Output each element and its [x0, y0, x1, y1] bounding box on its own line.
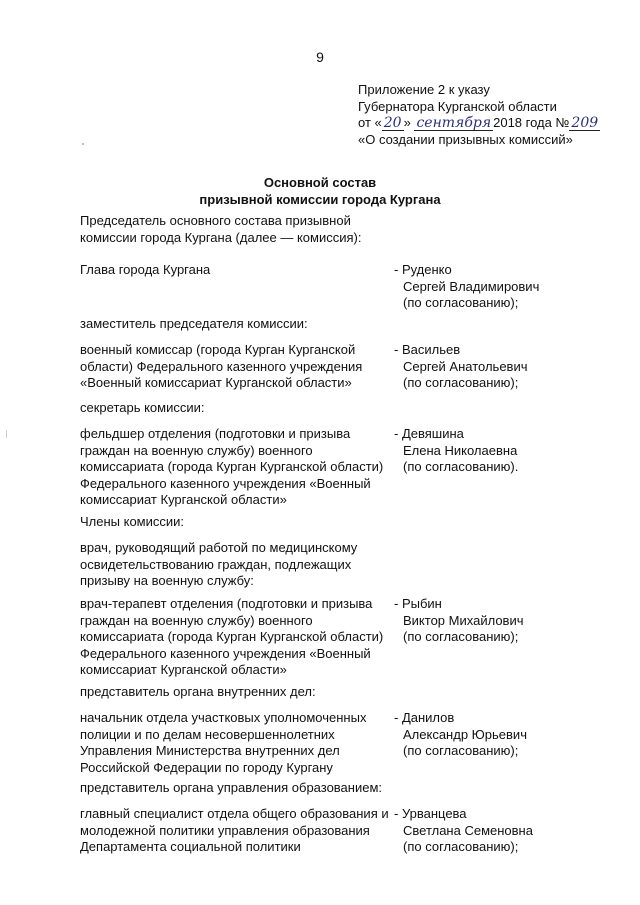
text-line: представитель органа управления образованием: [80, 780, 383, 795]
text-line: комиссариата (города Курган Курганской области) [80, 459, 384, 474]
text-line: полиции и по делам несовершеннолетних [80, 726, 335, 742]
text-line: Члены комиссии: [80, 514, 185, 529]
section-left [80, 780, 395, 797]
section-right [394, 262, 634, 312]
document-title [0, 174, 640, 208]
person-name: Александр Юрьевич [403, 726, 527, 742]
appendix-from: от « [358, 115, 382, 130]
person-note: (по согласованию). [403, 459, 519, 474]
text-line: освидетельствованию граждан, подлежащих [80, 556, 352, 572]
scan-artifact-dot [82, 143, 84, 145]
appendix-quote-close: » [403, 115, 411, 130]
section-left [80, 684, 395, 701]
section-left [80, 262, 395, 279]
scan-artifact [6, 430, 7, 438]
text-line: представитель органа внутренних дел: [80, 684, 316, 699]
appendix-year: 2018 года № [493, 115, 570, 130]
person-note: (по согласованию); [403, 295, 519, 310]
text-line: Председатель основного состава призывной [80, 213, 351, 228]
person-note: (по согласованию); [403, 743, 519, 758]
title-line1: Основной состав [263, 175, 377, 190]
person-surname: - Рыбин [394, 596, 442, 611]
text-line: начальник отдела участковых уполномоченных [80, 710, 367, 725]
text-line: Департамента социальной политики [80, 839, 301, 854]
person-note: (по согласованию); [403, 839, 519, 854]
text-line: комиссариата (города Курган Курганской области) [80, 629, 384, 644]
text-line: заместитель председателя комиссии: [80, 316, 308, 331]
text-line: врач, руководящий работой по медицинскому [80, 540, 358, 555]
person-surname: - Урванцева [394, 806, 467, 821]
appendix-line3 [358, 115, 600, 132]
person-surname: - Васильев [394, 342, 461, 357]
handwritten-number: 209 [571, 115, 599, 131]
section-left [80, 342, 395, 392]
text-line: фельдшер отделения (подготовки и призыва [80, 426, 351, 441]
text-line: граждан на военную службу) военного [80, 612, 313, 628]
person-surname: - Данилов [394, 710, 455, 725]
text-line: призыву на военную службу: [80, 573, 254, 588]
handwritten-month: сентября [416, 115, 492, 131]
text-line: комиссии города Кургана (далее — комиссия): [80, 229, 362, 245]
text-line: военный комиссар (города Курган Курганской [80, 342, 356, 357]
text-line: области) Федерального казенного учреждения [80, 358, 363, 374]
section-right [394, 342, 634, 392]
person-name: Елена Николаевна [403, 442, 518, 458]
section-left [80, 213, 395, 246]
appendix-header [358, 82, 600, 148]
section-left [80, 400, 395, 417]
person-note: (по согласованию); [403, 629, 519, 644]
text-line: Российской Федерации по городу Кургану [80, 759, 333, 775]
text-line: «Военный комиссариат Курганской области» [80, 375, 352, 390]
section-left [80, 426, 395, 509]
appendix-line2: Губернатора Курганской области [358, 98, 557, 114]
text-line: комиссариат Курганской области» [80, 662, 287, 677]
section-left [80, 316, 395, 333]
text-line: главный специалист отдела общего образования и [80, 806, 389, 821]
text-line: Федерального казенного учреждения «Военный [80, 645, 371, 661]
section-left [80, 514, 395, 531]
person-note: (по согласованию); [403, 375, 519, 390]
page-number: 9 [316, 49, 324, 65]
text-line: граждан на военную службу) военного [80, 442, 313, 458]
appendix-line4: «О создании призывных комиссий» [358, 131, 573, 147]
person-name: Сергей Владимирович [403, 278, 540, 294]
text-line: Федерального казенного учреждения «Военный [80, 475, 371, 491]
text-line: секретарь комиссии: [80, 400, 205, 415]
person-name: Виктор Михайлович [403, 612, 524, 628]
section-left [80, 540, 395, 590]
text-line: Управления Министерства внутренних дел [80, 743, 340, 758]
text-line: молодежной политики управления образования [80, 822, 370, 838]
person-name: Светлана Семеновна [403, 822, 533, 838]
section-right [394, 596, 634, 646]
text-line: Глава города Кургана [80, 262, 211, 277]
section-left [80, 596, 395, 679]
text-line: врач-терапевт отделения (подготовки и призыва [80, 596, 373, 611]
appendix-line1: Приложение 2 к указу [358, 82, 490, 97]
section-left [80, 710, 395, 776]
section-left [80, 806, 395, 856]
section-right [394, 710, 634, 760]
text-line: комиссариат Курганской области» [80, 492, 287, 507]
person-surname: - Руденко [394, 262, 452, 277]
section-right [394, 426, 634, 476]
handwritten-day: 20 [383, 115, 402, 131]
title-line2: призывной комиссии города Кургана [199, 192, 441, 207]
section-right [394, 806, 634, 856]
person-name: Сергей Анатольевич [403, 358, 528, 374]
person-surname: - Девяшина [394, 426, 464, 441]
